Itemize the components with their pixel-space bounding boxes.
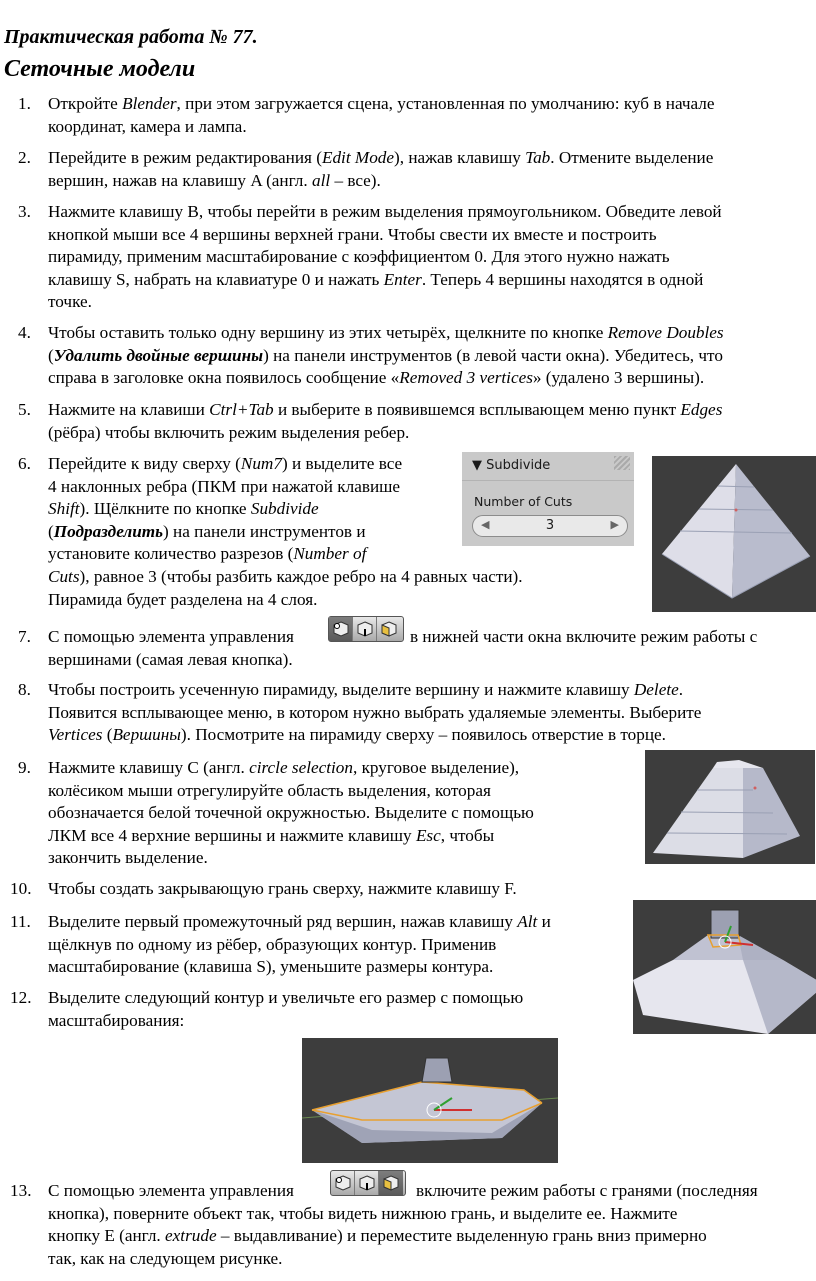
text-run: Enter	[383, 269, 422, 289]
text-run: щёлкнув по одному из рёбер, образующих контур. Применив	[48, 934, 497, 954]
text-run: кнопка), поверните объект так, чтобы видеть нижнюю грань, и выделите ее. Нажмите	[48, 1203, 678, 1223]
text-run: Vertices	[48, 725, 103, 745]
list-item-number: 2.	[18, 148, 31, 167]
text-run: Cuts	[48, 567, 80, 586]
list-item-number: 1.	[18, 94, 31, 113]
list-item-line	[48, 498, 319, 521]
edge-select-icon	[358, 1174, 376, 1192]
list-item-line	[48, 170, 381, 193]
text-run: all	[311, 170, 331, 190]
list-item-number: 9.	[18, 758, 31, 777]
list-item-line	[48, 93, 715, 116]
text-run: Delete	[633, 680, 679, 699]
text-run: ). Щёлкните по кнопке	[79, 499, 251, 519]
list-item-number: 12.	[10, 988, 32, 1007]
list-item-number: 8.	[18, 680, 31, 699]
text-run: Удалить двойные вершины	[53, 345, 264, 365]
list-item-line	[48, 934, 496, 957]
text-run: координат, камера и лампа.	[48, 116, 247, 136]
list-item-line	[48, 322, 724, 345]
list-item-line	[48, 345, 723, 368]
text-run: масштабирование (клавиша S), уменьшите размеры контура.	[48, 957, 494, 977]
text-run: .	[678, 680, 684, 699]
vertex-mode-button-13[interactable]	[331, 1171, 355, 1195]
list-item-line	[48, 246, 670, 269]
text-run: С помощью элемента управления	[48, 627, 294, 646]
text-run: С помощью элемента управления	[48, 1181, 294, 1200]
list-item-number: 13.	[10, 1181, 32, 1200]
list-item-line	[48, 649, 293, 672]
text-run: ), нажав клавишу	[394, 148, 526, 167]
text-run: Alt	[517, 912, 538, 931]
list-item-number: 4.	[18, 323, 31, 342]
list-item-line	[48, 399, 722, 422]
text-run: ) и выделите все	[281, 454, 403, 473]
select-mode-buttons-7	[328, 616, 404, 642]
list-item-line	[48, 543, 366, 566]
list-item-number: 7.	[18, 627, 31, 646]
list-item-line	[48, 1203, 677, 1226]
text-run: Нажмите клавишу C (англ.	[48, 758, 250, 777]
truncated-pyramid-image	[645, 750, 815, 864]
text-run: ) на панели инструментов (в левой части окна). Убедитесь, что	[263, 345, 723, 365]
edge-mode-button-13[interactable]	[355, 1171, 379, 1195]
text-run: . Теперь 4 вершины находятся в одной	[421, 269, 704, 289]
text-run: ) на панели инструментов и	[163, 521, 366, 541]
number-of-cuts-value: 3	[545, 518, 555, 533]
list-item-line	[48, 780, 491, 803]
text-run: , круговое выделение),	[352, 758, 520, 777]
list-item-line	[48, 626, 294, 649]
text-run: Появится всплывающее меню, в котором нужно выбрать удаляемые элементы. Выберите	[48, 702, 702, 722]
list-item-line	[48, 1010, 184, 1033]
list-item-line	[48, 802, 534, 825]
text-run: и	[537, 912, 551, 931]
text-run: обозначается белой точечной окружностью. Выделите с помощью	[48, 803, 534, 823]
face-select-icon	[380, 620, 398, 638]
list-item-line	[48, 291, 92, 314]
list-item-line	[48, 422, 409, 445]
scaled-contour-image	[633, 900, 816, 1034]
text-run: Esc	[415, 825, 441, 845]
text-run: extrude	[165, 1226, 217, 1246]
text-run: (	[102, 725, 113, 745]
text-run: ). Посмотрите на пирамиду сверху – появилось отверстие в торце.	[180, 725, 666, 745]
text-run: кнопку E (англ.	[48, 1226, 166, 1246]
text-run: , при этом загружается сцена, установленная по умолчанию: куб в начале	[176, 94, 715, 113]
text-run: и выберите в появившемся всплывающем меню пункт	[273, 400, 681, 419]
list-item-line	[48, 847, 208, 870]
text-run: 4 наклонных ребра (ПКМ при нажатой клавише	[48, 476, 401, 496]
decrement-arrow-icon[interactable]: ◀	[481, 518, 490, 531]
text-run: Перейдите в режим редактирования (	[48, 148, 322, 167]
text-run: Чтобы оставить только одну вершину из этих четырёх, щелкните по кнопке	[48, 323, 608, 342]
face-select-icon	[382, 1174, 400, 1192]
text-run: масштабирования:	[48, 1010, 185, 1030]
text-run: circle selection	[249, 758, 353, 777]
vertex-select-icon	[334, 1174, 352, 1192]
work-title: Практическая работа № 77.	[4, 26, 258, 48]
list-item-line-tail: включите режим работы с гранями (последняя	[416, 1181, 758, 1200]
text-run: Num7	[240, 454, 282, 473]
text-run: вершин, нажав на клавишу A (англ.	[48, 170, 312, 190]
text-run: Выделите первый промежуточный ряд вершин, нажав клавишу	[48, 912, 518, 931]
text-run: Remove Doubles	[607, 323, 724, 342]
text-run: – все).	[330, 170, 381, 190]
list-item-line	[48, 679, 683, 702]
text-run: Нажмите на клавиши	[48, 400, 210, 419]
pyramid-subdivided-image	[652, 456, 816, 612]
text-run: установите количество разрезов (	[48, 544, 294, 564]
list-item-line	[48, 224, 657, 247]
list-item-line	[48, 702, 701, 725]
list-item-line	[48, 453, 402, 476]
text-run: колёсиком мыши отрегулируйте область выделения, которая	[48, 780, 491, 800]
text-run: (рёбра) чтобы включить режим выделения ребер.	[48, 422, 410, 442]
text-run: так, как на следующем рисунке.	[48, 1248, 283, 1268]
list-item-line	[48, 1180, 294, 1203]
list-item-line	[48, 1225, 707, 1248]
text-run: ), равное 3 (чтобы разбить каждое ребро на 4 равных части).	[79, 567, 523, 586]
list-item-line	[48, 956, 493, 979]
number-of-cuts-field[interactable]	[472, 515, 628, 537]
list-item-number: 3.	[18, 202, 31, 221]
increment-arrow-icon[interactable]: ▶	[610, 518, 619, 531]
text-run: точке.	[48, 292, 92, 312]
list-item-number: 5.	[18, 400, 31, 419]
panel-divider	[462, 480, 634, 481]
text-run: Edges	[680, 400, 723, 419]
list-item-line	[48, 201, 722, 224]
text-run: Откройте	[48, 94, 123, 113]
text-run: Edit Mode	[321, 148, 395, 167]
list-item-line	[48, 724, 666, 747]
text-run: Tab	[525, 148, 551, 167]
text-run: Нажмите клавишу B, чтобы перейти в режим выделения прямоугольником. Обведите левой	[48, 202, 722, 221]
face-mode-button-13[interactable]	[379, 1171, 403, 1195]
list-item-line	[48, 521, 366, 544]
list-item-line	[48, 987, 523, 1010]
text-run: Пирамида будет разделена на 4 слоя.	[48, 589, 318, 609]
text-run: клавишу S, набрать на клавиатуре 0 и нажать	[48, 269, 384, 289]
text-run: Выделите следующий контур и увеличьте его размер с помощью	[48, 988, 524, 1007]
face-mode-button[interactable]	[377, 617, 401, 641]
text-run: ЛКМ все 4 верхние вершины и нажмите клавишу	[48, 825, 416, 845]
text-run: » (удалено 3 вершины).	[532, 368, 705, 388]
text-run: Чтобы создать закрывающую грань сверху, нажмите клавишу F.	[48, 879, 517, 898]
list-item-line	[48, 757, 519, 780]
list-item-number: 11.	[10, 912, 31, 931]
text-run: Перейдите к виду сверху (	[48, 454, 241, 473]
text-run: Ctrl+Tab	[209, 400, 274, 419]
list-item-line	[48, 878, 517, 901]
text-run: (	[48, 521, 54, 541]
text-run: Removed 3 vertices	[399, 368, 533, 388]
list-item-line	[48, 911, 551, 934]
list-item-line	[48, 147, 713, 170]
text-run: Подразделить	[53, 521, 163, 541]
vertex-select-icon	[332, 620, 350, 638]
edge-mode-button[interactable]	[353, 617, 377, 641]
vertex-mode-button[interactable]	[329, 617, 353, 641]
list-item-line	[48, 1248, 282, 1271]
expanded-contour-image	[302, 1038, 558, 1163]
text-run: , чтобы	[440, 825, 495, 845]
list-item-line	[48, 367, 704, 390]
list-item-number: 6.	[18, 454, 31, 473]
subdivide-panel	[462, 452, 634, 546]
list-item-line-tail: в нижней части окна включите режим работы с	[410, 627, 758, 646]
text-run: Subdivide	[250, 499, 319, 519]
text-run: Shift	[48, 499, 80, 519]
text-run: кнопкой мыши все 4 вершины верхней грани. Чтобы свести их вместе и построить	[48, 224, 657, 244]
list-item-line	[48, 269, 703, 292]
number-of-cuts-label: Number of Cuts	[474, 494, 573, 509]
list-item-number: 10.	[10, 879, 32, 898]
panel-grip-icon[interactable]	[614, 456, 630, 470]
edge-select-icon	[356, 620, 374, 638]
list-item-line	[48, 116, 247, 139]
text-run: Blender	[122, 94, 177, 113]
text-run: Вершины	[112, 725, 181, 745]
text-run: справа в заголовке окна появилось сообщение «	[48, 368, 400, 388]
text-run: – выдавливание) и переместите выделенную грань вниз примерно	[216, 1226, 707, 1246]
text-run: закончить выделение.	[48, 848, 208, 868]
text-run: пирамиду, применим масштабирование с коэффициентом 0. Для этого нужно нажать	[48, 247, 670, 267]
list-item-line	[48, 589, 317, 612]
select-mode-buttons-13	[330, 1170, 406, 1196]
text-run: Number of	[293, 544, 367, 564]
subdivide-panel-title[interactable]: ▼ Subdivide	[472, 458, 551, 473]
list-item-line	[48, 566, 523, 589]
text-run: Чтобы построить усеченную пирамиду, выделите вершину и нажмите клавишу	[48, 680, 634, 699]
text-run: . Отмените выделение	[550, 148, 714, 167]
text-run: вершинами (самая левая кнопка).	[48, 649, 293, 669]
subdivide-title-text: Subdivide	[486, 458, 551, 473]
list-item-line	[48, 476, 400, 499]
text-run: (	[48, 345, 54, 365]
list-item-line	[48, 825, 494, 848]
topic-title: Сеточные модели	[4, 56, 196, 82]
